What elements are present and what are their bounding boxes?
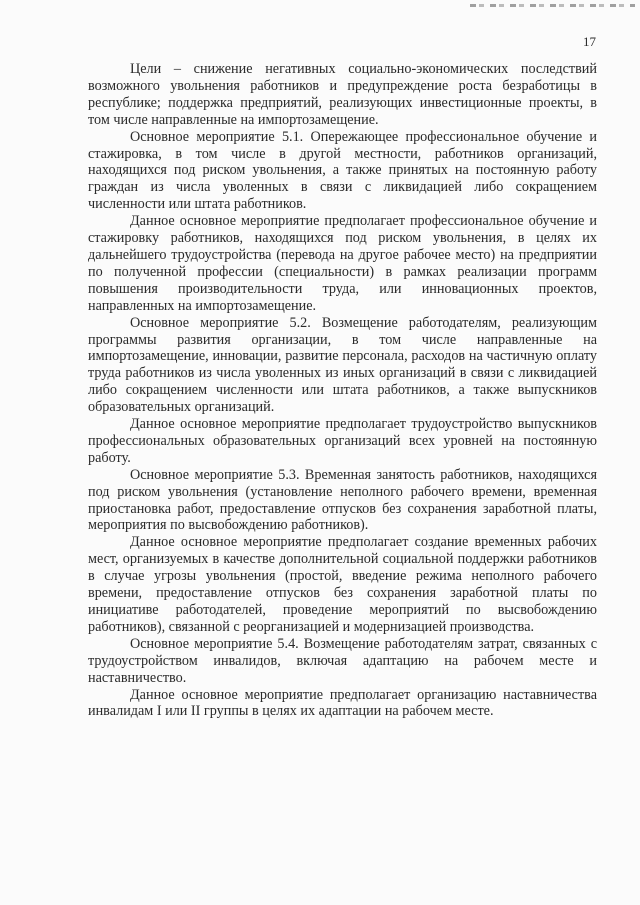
paragraph-measure-5-4-details: Данное основное мероприятие предполагает организацию наставничества инвалидам I или II группы в целях их адаптации на рабочем месте.	[88, 686, 597, 720]
paragraph-goals: Цели – снижение негативных социально-экономических последствий возможного увольнения работников и предупреждение роста безработицы в республике; поддержка предприятий, реализующих инвестиционные проекты, в том числе направленные на импортозамещение.	[88, 61, 597, 128]
scan-artifact	[470, 4, 635, 7]
document-body	[88, 61, 597, 720]
paragraph-measure-5-3: Основное мероприятие 5.3. Временная занятость работников, находящихся под риском увольнения (установление неполного рабочего времени, временная приостановка работ, предоставление отпусков без сохранения заработной платы, мероприятия по высвобождению работников).	[88, 466, 597, 534]
paragraph-measure-5-2: Основное мероприятие 5.2. Возмещение работодателям, реализующим программы развития организации, в том числе направленные на импортозамещение, инновации, развитие персонала, расходов на частичную оплату труда работников из числа уволенных из иных организаций в связи с ликвидацией либо сокращением численности или штата работников, а также выпускников образовательных организаций.	[88, 314, 597, 416]
paragraph-measure-5-4: Основное мероприятие 5.4. Возмещение работодателям затрат, связанных с трудоустройством инвалидов, включая адаптацию на рабочем месте и наставничество.	[88, 635, 597, 686]
page-number: 17	[583, 34, 596, 49]
paragraph-measure-5-3-details: Данное основное мероприятие предполагает создание временных рабочих мест, организуемых в качестве дополнительной социальной поддержки работников в случае угрозы увольнения (простой, введение режима неполного рабочего времени, предоставление отпусков без сохранения заработной платы по инициативе работодателей, проведение мероприятий по высвобождению работников), связанной с реорганизацией и модернизацией производства.	[88, 534, 597, 635]
paragraph-measure-5-1-details: Данное основное мероприятие предполагает профессиональное обучение и стажировку работников, находящихся под риском увольнения, в целях их дальнейшего трудоустройства (перевода на другое рабочее место) на предприятии по полученной профессии (специальности) в рамках реализации программ повышения производительности труда, или инновационных проектов, направленных на импортозамещение.	[88, 213, 597, 314]
paragraph-measure-5-2-details: Данное основное мероприятие предполагает трудоустройство выпускников профессиональных образовательных организаций всех уровней на постоянную работу.	[88, 416, 597, 466]
paragraph-measure-5-1: Основное мероприятие 5.1. Опережающее профессиональное обучение и стажировка, в том числе в другой местности, работников организаций, находящихся под риском увольнения, а также принятых на постоянную работу граждан из числа уволенных в связи с ликвидацией либо сокращением численности или штата работников.	[88, 128, 597, 213]
